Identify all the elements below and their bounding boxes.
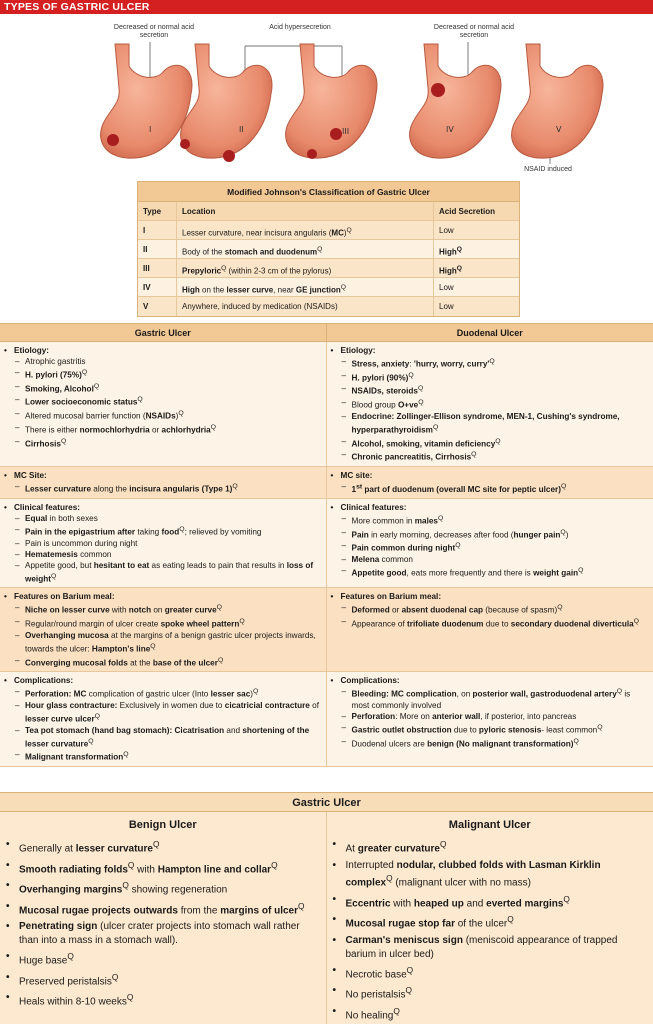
header-duodenal: Duodenal Ulcer [456, 328, 523, 338]
duodenal-cell: • Clinical features: – More common in males$^Q$ – Pain in early morning, decreases after food (hunger pain$^Q$) – Pain common during night$^Q$ – Melena common – Appetite good, eats more frequently and there is weight gain$^Q$ [327, 499, 653, 587]
label-decreased-left: Decreased or normal acid secretion [113, 24, 195, 39]
stomach-1 [101, 44, 192, 158]
johnson-title: Modified Johnson's Classification of Gastric Ulcer [138, 182, 519, 202]
title-bar [0, 0, 653, 14]
stomach-illustration [0, 14, 653, 182]
johnson-location: Prepyloric$^Q$ (within 2-3 cm of the pylorus) [177, 259, 434, 277]
johnson-type: V [138, 297, 177, 316]
comparison-row [0, 672, 653, 767]
johnson-location: High on the lesser curve, near GE junction$^Q$ [177, 278, 434, 296]
svg-text:II: II [239, 125, 244, 134]
johnson-location: Anywhere, induced by medication (NSAIDs) [177, 297, 434, 316]
johnson-acid: Low [439, 226, 454, 235]
stomach-3 [286, 44, 377, 159]
malignant-list: • At greater curvature$^Q$ • Interrupted nodular, clubbed folds with Lasman Kirklin complex$^Q$ (malignant ulcer with no mass) • Eccentric with heaped up and everted margins$^Q$ • Mucosal rugae stop far of the ulcer$^Q$ • Carman's meniscus sign (meniscoid appearance of trapped barium in ulcer bed) • Necrotic base$^Q$ • No peristalsis$^Q$ • No healing$^Q$ [327, 838, 653, 1024]
header-benign: Benign Ulcer [0, 812, 327, 838]
johnson-row [138, 259, 519, 278]
gastric-cell: • MC Site: – Lesser curvature along the incisura angularis (Type 1)$^Q$ [0, 467, 327, 498]
stomach-4 [410, 44, 501, 158]
label-nsaid: NSAID induced [524, 166, 572, 173]
gastric-cell: • Etiology: – Atrophic gastritis – H. pylori $(75\%)^Q$ – Smoking, Alcohol$^Q$ – Lower socioeconomic status$^Q$ – Altered mucosal barrier function (NSAIDs)$^Q$ – There is either normochlorhydria or achlorhydria$^Q$ – Cirrhosis$^Q$ [0, 342, 327, 466]
johnson-type: IV [138, 278, 177, 296]
johnson-row [138, 221, 519, 240]
johnson-header-row [138, 202, 519, 221]
comparison-table [0, 323, 653, 767]
johnson-location: Lesser curvature, near incisura angularis (MC)$^Q$ [177, 221, 434, 239]
duodenal-cell: • Complications: – Bleeding: MC complication, on posterior wall, gastroduodenal artery$^Q$ is most commonly involved – Perforation: More on anterior wall, if posterior, into pancreas – Gastric outlet obstruction due to pyloric stenosis- least common$^Q$ – Duodenal ulcers are benign (No malignant transformation)$^Q$ [327, 672, 653, 766]
johnson-acid: Low [439, 302, 454, 311]
duodenal-cell: • Features on Barium meal: – Deformed or absent duodenal cap (because of spasm)$^Q$ – Appearance of trifoliate duodenum due to secondary duodenal diverticula$^Q$ [327, 588, 653, 671]
gastric-cell: • Complications: – Perforation: MC complication of gastric ulcer (Into lesser sac)$^Q$ – Hour glass contracture: Exclusively in women due to cicatricial contracture of lesser curve ulcer$^Q$ – Tea pot stomach (hand bag stomach): Cicatrisation and shortening of the lesser curvature$^Q$ – Malignant transformation$^Q$ [0, 672, 327, 766]
johnson-location: Body of the stomach and duodenum$^Q$ [177, 240, 434, 258]
johnson-type: III [138, 259, 177, 277]
benign-list: • Generally at lesser curvature$^Q$ • Smooth radiating folds$^Q$ with Hampton line and collar$^Q$ • Overhanging margins$^Q$ showing regeneration • Mucosal rugae projects outwards from the margins of ulcer$^Q$ • Penetrating sign (ulcer crater projects into stomach wall rather than into a mass in a stomach wall). • Huge base$^Q$ • Preserved peristalsis$^Q$ • Heals within 8-10 weeks$^Q$ [0, 838, 327, 1024]
stomach-5 [512, 44, 603, 158]
johnson-type: II [138, 240, 177, 258]
johnson-row [138, 297, 519, 316]
gastric-cell: • Features on Barium meal: – Niche on lesser curve with notch on greater curve$^Q$ – Regular/round margin of ulcer create spoke wheel pattern$^Q$ – Overhanging mucosa at the margins of a benign gastric ulcer projects inwards, towards the ulcer: Hampton's line$^Q$ – Converging mucosal folds at the base of the ulcer$^Q$ [0, 588, 327, 671]
stomach-2 [180, 44, 272, 162]
label-hypersecretion: Acid hypersecretion [269, 24, 331, 31]
bm-header [0, 812, 653, 838]
stomach-figure [0, 14, 653, 182]
svg-text:III: III [342, 127, 350, 136]
header-malignant: Malignant Ulcer [448, 819, 531, 831]
comparison-row [0, 499, 653, 588]
duodenal-cell: • Etiology: – Stress, anxiety: 'hurry, worry, $curry'^Q$ – H. pylori $(90\%)^Q$ – NSAIDs, steroids$^Q$ – Blood group $O+ve^Q$ – Endocrine: Zollinger-Ellison syndrome, MEN-1, Cushing's syndrome, hyperparathyroidism$^Q$ – Alcohol, smoking, vitamin deficiency$^Q$ – Chronic pancreatitis, Cirrhosis$^Q$ [327, 342, 653, 466]
johnson-header-acid: Acid Secretion [439, 207, 496, 216]
johnson-header-type: Type [138, 202, 177, 220]
johnson-type: I [138, 221, 177, 239]
header-gastric: Gastric Ulcer [0, 324, 327, 341]
comparison-row [0, 467, 653, 499]
gastric-cell: • Clinical features: – Equal in both sexes – Pain in the epigastrium after taking food$^Q$; relieved by vomiting – Pain is uncommon during night – Hematemesis common – Appetite good, but hesitant to eat as eating leads to pain that results in loss of weight$^Q$ [0, 499, 327, 587]
benign-malignant-table [0, 792, 653, 1024]
johnson-row [138, 240, 519, 259]
comparison-row [0, 342, 653, 467]
johnson-table [137, 181, 520, 317]
page-title: TYPES OF GASTRIC ULCER [4, 1, 150, 13]
svg-text:IV: IV [446, 125, 454, 134]
johnson-acid: High$^Q$ [439, 265, 462, 276]
johnson-acid: Low [439, 283, 454, 292]
svg-text:V: V [556, 125, 562, 134]
duodenal-cell: • MC site: – 1st part of duodenum (overall MC site for peptic ulcer)$^Q$ [327, 467, 653, 498]
label-decreased-right: Decreased or normal acid secretion [433, 24, 515, 39]
comparison-header [0, 323, 653, 342]
comparison-row [0, 588, 653, 672]
johnson-acid: High$^Q$ [439, 246, 462, 257]
johnson-header-location: Location [177, 202, 434, 220]
johnson-row [138, 278, 519, 297]
svg-text:I: I [149, 125, 152, 134]
bm-title: Gastric Ulcer [0, 792, 653, 812]
